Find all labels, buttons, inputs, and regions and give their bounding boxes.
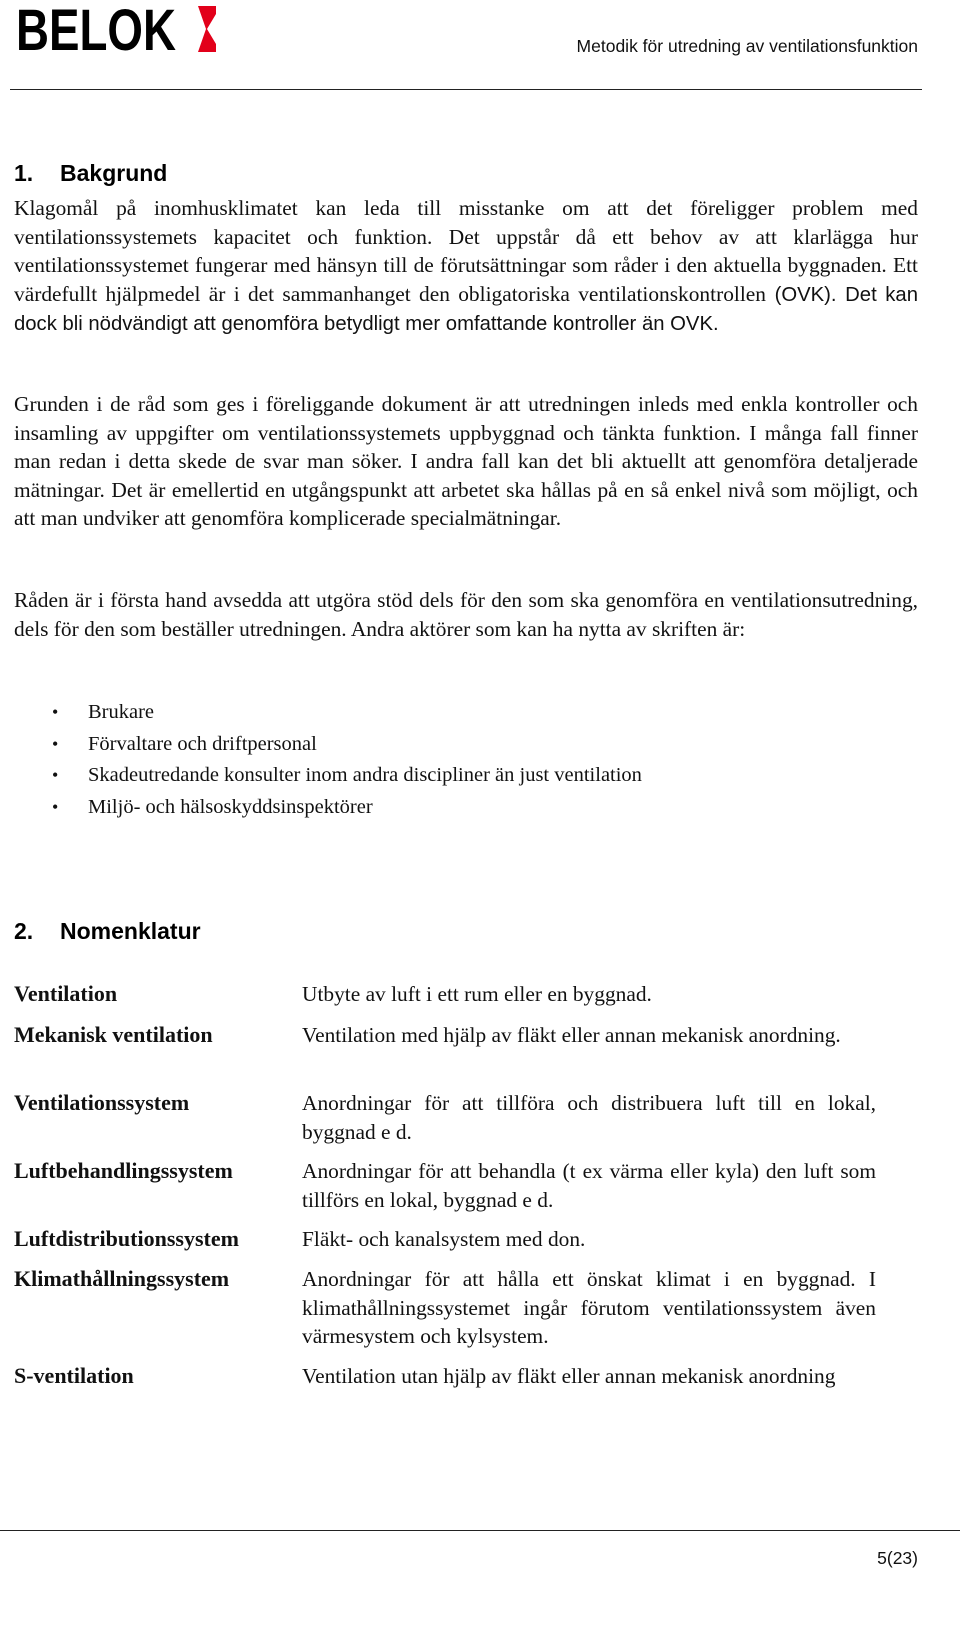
bullet-icon: • — [52, 765, 59, 785]
term-label: Luftdistributionssystem — [14, 1226, 239, 1251]
document-title: Metodik för utredning av ventilationsfunktion — [576, 36, 918, 56]
belok-logo — [16, 4, 216, 56]
section-title: Bakgrund — [60, 160, 168, 186]
section-number: 2. — [14, 918, 34, 944]
term-label: S-ventilation — [14, 1363, 134, 1388]
logo-wordmark: BELOK — [16, 4, 177, 56]
list-item: • Brukare — [52, 698, 642, 730]
paragraph-background-1 — [14, 194, 918, 339]
term-definition: Anordningar för att behandla (t ex värma eller kyla) den luft som tillförs en lokal, byggnad e d. — [302, 1159, 876, 1212]
bullet-icon: • — [52, 733, 59, 754]
term-label: Luftbehandlingssystem — [14, 1158, 233, 1183]
term-definition: Fläkt- och kanalsystem med don. — [302, 1227, 586, 1251]
term-definition: Ventilation med hjälp av fläkt eller annan mekanisk anordning. — [302, 1023, 841, 1047]
term-definition: Anordningar för att hålla ett önskat klimat i en byggnad. I klimathållningssystemet ingår förutom ventilationssystem även värmesystem och kylsystem. — [302, 1267, 876, 1348]
term-definition: Ventilation utan hjälp av fläkt eller annan mekanisk anordning — [302, 1364, 836, 1388]
section-heading-bakgrund — [14, 160, 167, 187]
paragraph-background-2: Grunden i de råd som ges i föreliggande dokument är att utredningen inleds med enkla kontroller och insamling av uppgifter om ventilationssystemets uppbyggnad och tänkta funktion. I många fall finner man redan i detta skede de svar man söker. I andra fall kan det bli aktuellt att genomföra detaljerade mätningar. Det är emellertid en utgångspunkt att arbetet ska hållas på en så enkel nivå som möjligt, och att man undviker att genomföra komplicerade specialmätningar. — [14, 392, 918, 530]
term-label: Klimathållningssystem — [14, 1266, 230, 1291]
term-label: Ventilationssystem — [14, 1090, 190, 1115]
list-item: • Skadeutredande konsulter inom andra discipliner än just ventilation — [52, 761, 642, 793]
stakeholder-list — [52, 698, 642, 824]
section-number: 1. — [14, 160, 34, 186]
term-definition: Utbyte av luft i ett rum eller en byggnad. — [302, 982, 652, 1006]
bullet-icon: • — [52, 702, 59, 722]
bullet-icon: • — [52, 796, 59, 817]
section-title: Nomenklatur — [60, 918, 201, 944]
header-divider — [10, 89, 922, 90]
paragraph-background-3: Råden är i första hand avsedda att utgöra stöd dels för den som ska genomföra en ventilationsutredning, dels för den som beställer utredningen. Andra aktörer som kan ha nytta av skriften är: — [14, 588, 918, 641]
paragraph-text-sans: (OVK). Det kan dock bli nödvändigt att genomföra betydligt mer omfattande kontroller än OVK. — [14, 283, 918, 335]
footer-divider — [0, 1530, 960, 1531]
section-heading-nomenklatur — [14, 918, 201, 945]
list-item: • Förvaltare och driftpersonal — [52, 730, 642, 762]
term-label: Ventilation — [14, 981, 118, 1006]
list-item: • Miljö- och hälsoskyddsinspektörer — [52, 793, 642, 825]
term-label: Mekanisk ventilation — [14, 1022, 213, 1047]
page-number: 5(23) — [877, 1548, 918, 1568]
term-definition: Anordningar för att tillföra och distribuera luft till en lokal, byggnad e d. — [302, 1091, 876, 1144]
paragraph-text: Klagomål på inomhusklimatet kan leda till misstanke om att det föreligger problem med ventilationssystemets kapacitet och funktion. Det uppstår då ett behov av att klarlägga hur ventilationssystemet fungerar med hänsyn till de förutsättningar som råder i den aktuella byggnaden. Ett värdefullt hjälpmedel är i det sammanhanget den obligatoriska ventilationskontrollen — [14, 196, 918, 306]
